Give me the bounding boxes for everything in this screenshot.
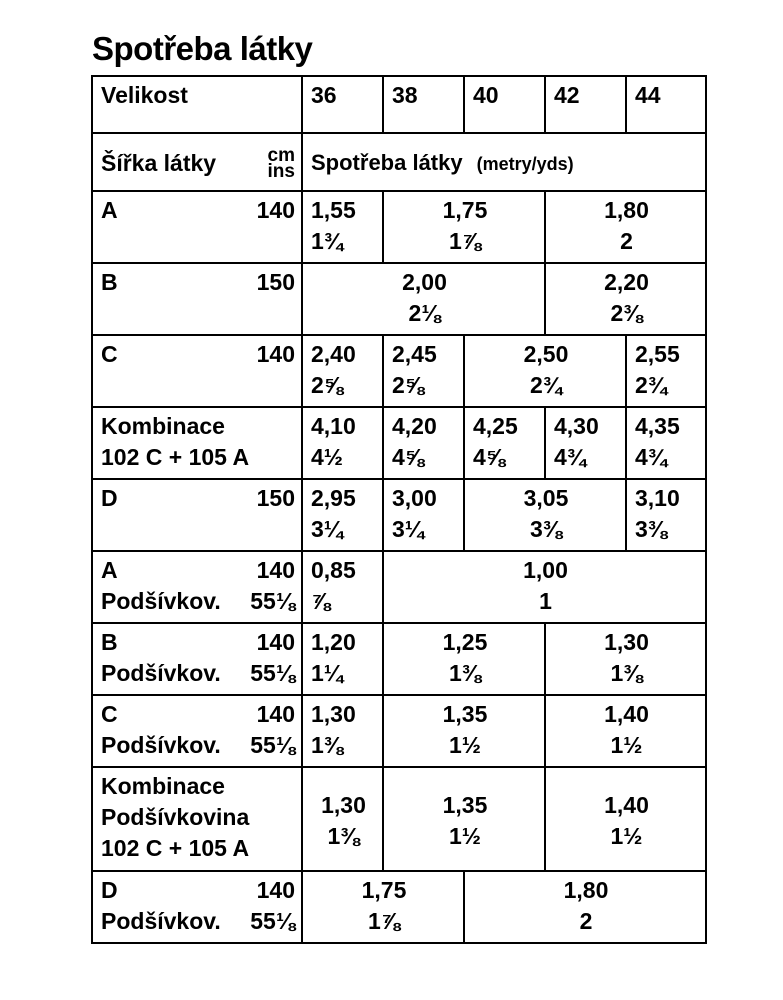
size-value: 42 xyxy=(554,82,580,108)
size-value: 40 xyxy=(473,82,499,108)
table-row xyxy=(92,335,706,407)
consumption-cell xyxy=(383,695,545,767)
width-header-label: Šířka látky xyxy=(101,149,217,176)
value-yards: 3¼ xyxy=(392,516,424,542)
unit-ins: ins xyxy=(267,160,295,182)
consumption-cell xyxy=(383,479,464,551)
consumption-cell xyxy=(545,623,706,695)
value-yards: 1⅜ xyxy=(327,822,360,849)
value-yards: ⅞ xyxy=(311,588,331,614)
value-metres: 1,30 xyxy=(604,629,649,655)
table-row xyxy=(92,191,706,263)
row-label-cell xyxy=(92,871,302,943)
value-metres: 4,10 xyxy=(311,413,356,439)
value-metres: 2,45 xyxy=(392,341,437,367)
consumption-cell xyxy=(302,767,383,871)
width-header-cell xyxy=(92,133,302,191)
page-title: Spotřeba látky xyxy=(92,30,313,67)
size-value: 44 xyxy=(635,82,661,108)
value-yards: 1¾ xyxy=(311,228,343,254)
consumption-cell xyxy=(302,407,383,479)
size-40 xyxy=(464,76,545,133)
row-label: Podšívkov. xyxy=(101,660,221,686)
value-metres: 3,00 xyxy=(392,485,437,511)
fabric-width: 150 xyxy=(256,269,295,295)
row-label-cell xyxy=(92,623,302,695)
fabric-width: 55⅛ xyxy=(250,660,295,686)
row-label: B xyxy=(101,629,118,655)
fabric-width: 140 xyxy=(256,877,295,903)
fabric-width: 140 xyxy=(256,557,295,583)
row-label: D xyxy=(101,485,118,511)
fabric-width: 55⅛ xyxy=(250,908,295,934)
consumption-cell xyxy=(545,263,706,335)
table-row xyxy=(92,623,706,695)
size-header-text: Velikost xyxy=(101,82,188,108)
consumption-cell xyxy=(464,335,626,407)
row-label-cell xyxy=(92,767,302,871)
consumption-cell xyxy=(383,767,545,871)
value-yards: 4¾ xyxy=(554,444,586,470)
value-yards: 2¾ xyxy=(530,372,562,398)
row-label: Podšívkov. xyxy=(101,588,221,614)
consumption-cell xyxy=(383,407,464,479)
value-metres: 2,00 xyxy=(402,269,447,295)
value-yards: 2⅝ xyxy=(392,372,424,398)
fabric-width: 140 xyxy=(256,197,295,223)
consumption-cell xyxy=(302,623,383,695)
consumption-cell xyxy=(545,695,706,767)
consumption-cell xyxy=(545,407,626,479)
row-label: Kombinace xyxy=(101,413,225,439)
size-header-row xyxy=(92,76,706,133)
consumption-cell xyxy=(464,871,706,943)
value-yards: 2 xyxy=(620,228,633,254)
consumption-header-label: Spotřeba látky xyxy=(311,150,463,175)
value-metres: 1,40 xyxy=(604,701,649,727)
table-row xyxy=(92,479,706,551)
value-yards: 2⅝ xyxy=(311,372,343,398)
value-metres: 0,85 xyxy=(311,557,356,583)
value-yards: 2¾ xyxy=(635,372,667,398)
row-label: A xyxy=(101,557,118,583)
row-label: Kombinace xyxy=(101,773,225,799)
row-label: B xyxy=(101,269,118,295)
value-metres: 1,80 xyxy=(563,877,609,903)
consumption-cell xyxy=(464,479,626,551)
value-yards: 2⅛ xyxy=(408,300,441,326)
value-yards: 3⅜ xyxy=(530,516,562,542)
row-label: C xyxy=(101,341,118,367)
row-label: Podšívkov. xyxy=(101,732,221,758)
table-row xyxy=(92,263,706,335)
consumption-header-cell xyxy=(302,133,706,191)
value-yards: 4⅝ xyxy=(392,444,424,470)
value-metres: 1,20 xyxy=(311,629,356,655)
consumption-cell xyxy=(626,479,706,551)
value-yards: 1⅜ xyxy=(610,660,643,686)
row-label-cell xyxy=(92,191,302,263)
value-yards: 3⅜ xyxy=(635,516,667,542)
value-metres: 4,35 xyxy=(635,413,680,439)
value-metres: 1,40 xyxy=(604,791,649,818)
row-label: D xyxy=(101,877,118,903)
value-metres: 1,35 xyxy=(442,791,488,818)
row-label-cell xyxy=(92,263,302,335)
unit-cm: cm xyxy=(267,144,295,166)
consumption-cell xyxy=(302,191,383,263)
value-metres: 4,30 xyxy=(554,413,599,439)
fabric-width: 140 xyxy=(256,701,295,727)
row-label: A xyxy=(101,197,118,223)
value-yards: 1½ xyxy=(610,822,643,849)
consumption-cell xyxy=(302,695,383,767)
consumption-cell xyxy=(626,335,706,407)
value-metres: 1,00 xyxy=(523,557,568,583)
value-metres: 1,80 xyxy=(604,197,649,223)
consumption-cell xyxy=(626,407,706,479)
fabric-width: 140 xyxy=(256,629,295,655)
consumption-cell xyxy=(383,551,706,623)
value-yards: 1⅜ xyxy=(449,660,481,686)
value-metres: 1,30 xyxy=(311,701,356,727)
size-header-label xyxy=(92,76,302,133)
size-38 xyxy=(383,76,464,133)
value-metres: 1,55 xyxy=(311,197,356,223)
value-metres: 3,05 xyxy=(523,485,569,511)
value-metres: 1,75 xyxy=(361,877,407,903)
row-label-cell xyxy=(92,407,302,479)
value-metres: 2,40 xyxy=(311,341,356,367)
fabric-width: 140 xyxy=(256,341,295,367)
size-42 xyxy=(545,76,626,133)
row-label-cell xyxy=(92,551,302,623)
value-yards: 1 xyxy=(539,588,552,614)
row-label: C xyxy=(101,701,118,727)
fabric-consumption-table xyxy=(91,75,707,944)
table-row xyxy=(92,551,706,623)
value-yards: 4⅝ xyxy=(473,444,505,470)
value-yards: 1½ xyxy=(449,822,481,849)
value-yards: 1⅞ xyxy=(449,228,481,254)
row-label: 102 C + 105 A xyxy=(101,835,250,861)
table-row xyxy=(92,695,706,767)
value-yards: 2 xyxy=(579,908,593,934)
value-metres: 3,10 xyxy=(635,485,680,511)
consumption-cell xyxy=(545,767,706,871)
row-label-cell xyxy=(92,335,302,407)
value-yards: 2⅜ xyxy=(610,300,643,326)
value-yards: 1½ xyxy=(610,732,643,758)
row-label-cell xyxy=(92,479,302,551)
value-metres: 1,35 xyxy=(442,701,488,727)
row-label: Podšívkovina xyxy=(101,804,250,830)
consumption-cell xyxy=(302,551,383,623)
consumption-cell xyxy=(302,871,464,943)
value-yards: 4¾ xyxy=(635,444,667,470)
value-metres: 4,20 xyxy=(392,413,437,439)
consumption-cell xyxy=(545,191,706,263)
value-metres: 4,25 xyxy=(473,413,518,439)
consumption-cell xyxy=(302,263,545,335)
value-yards: 3¼ xyxy=(311,516,343,542)
value-yards: 4½ xyxy=(311,444,343,470)
row-label-cell xyxy=(92,695,302,767)
value-metres: 1,25 xyxy=(442,629,488,655)
consumption-cell xyxy=(383,191,545,263)
fabric-width: 55⅛ xyxy=(250,732,295,758)
value-metres: 1,30 xyxy=(321,791,366,818)
fabric-width: 150 xyxy=(256,485,295,511)
value-yards: 1½ xyxy=(449,732,481,758)
consumption-cell xyxy=(464,407,545,479)
value-yards: 1⅞ xyxy=(368,908,400,934)
row-label: 102 C + 105 A xyxy=(101,444,250,470)
consumption-cell xyxy=(383,623,545,695)
value-yards: 1¼ xyxy=(311,660,343,686)
size-44 xyxy=(626,76,706,133)
value-metres: 1,75 xyxy=(442,197,488,223)
value-yards: 1⅜ xyxy=(311,732,343,758)
table-row xyxy=(92,871,706,943)
consumption-units: (metry/yds) xyxy=(476,154,574,174)
consumption-cell xyxy=(383,335,464,407)
value-metres: 2,95 xyxy=(311,485,356,511)
fabric-width: 55⅛ xyxy=(250,588,295,614)
table-row xyxy=(92,407,706,479)
row-label: Podšívkov. xyxy=(101,908,221,934)
consumption-cell xyxy=(302,479,383,551)
table-row xyxy=(92,767,706,871)
size-36 xyxy=(302,76,383,133)
unit-label xyxy=(267,144,295,182)
width-header-row xyxy=(92,133,706,191)
size-value: 38 xyxy=(392,82,418,108)
value-metres: 2,20 xyxy=(604,269,649,295)
value-metres: 2,50 xyxy=(523,341,569,367)
size-value: 36 xyxy=(311,82,337,108)
value-metres: 2,55 xyxy=(635,341,680,367)
consumption-cell xyxy=(302,335,383,407)
